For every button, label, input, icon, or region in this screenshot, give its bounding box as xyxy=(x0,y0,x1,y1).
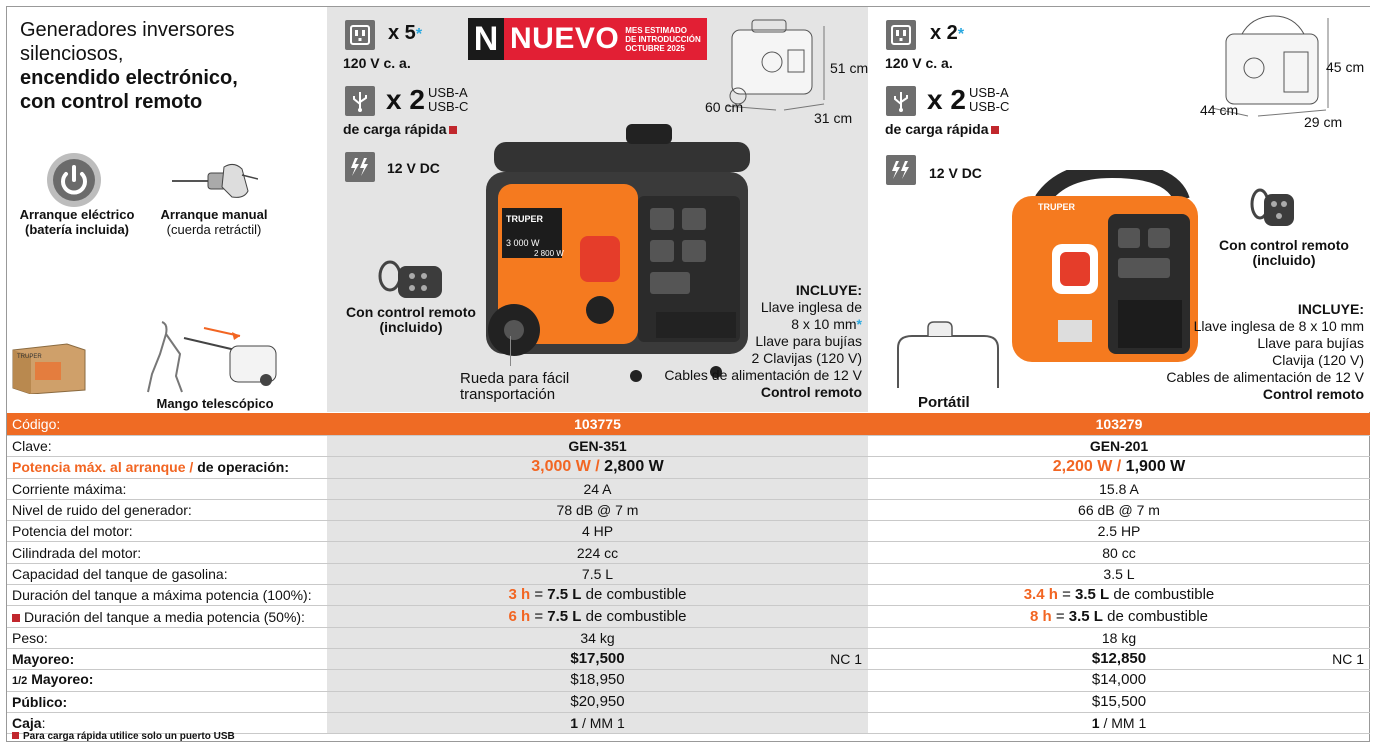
title-line-1: Generadores inversores silenciosos, xyxy=(20,19,235,65)
p2-full-liters: 3.5 L xyxy=(1075,586,1110,604)
p1-usb-a: USB-A xyxy=(427,85,468,100)
p2-codigo: 103279 xyxy=(868,413,1370,436)
generator-2-brand: TRUPER xyxy=(1038,202,1076,212)
footnote-text: Para carga rápida utilice solo un puerto USB xyxy=(23,731,235,742)
p2-value: 15.8 A xyxy=(868,478,1370,499)
row-label: Potencia del motor: xyxy=(7,521,327,542)
row-label: Cilindrada del motor: xyxy=(7,542,327,563)
p2-half-duration xyxy=(868,606,1370,627)
fast-charge-marker xyxy=(449,126,457,134)
p2-includes xyxy=(1104,301,1364,403)
footnote-marker xyxy=(12,732,19,739)
p1-includes-item-size-text: 8 x 10 mm xyxy=(791,316,857,332)
p1-includes-item: 2 Clavijas (120 V) xyxy=(751,350,862,366)
outlet-icon xyxy=(345,20,375,50)
p2-half-hours: 8 h xyxy=(1029,607,1052,625)
row-label: Nivel de ruido del generador: xyxy=(7,499,327,520)
p1-nc: NC 1 xyxy=(830,650,862,667)
footnote xyxy=(12,731,235,742)
p1-outlet-count-value: x 5 xyxy=(388,22,416,44)
p1-value: 78 dB @ 7 m xyxy=(327,499,868,520)
p1-codigo: 103775 xyxy=(327,413,868,436)
p1-remote-line-1: Con control remoto xyxy=(346,304,476,320)
p2-dc-label: 12 V DC xyxy=(929,165,982,181)
p1-usb-count xyxy=(386,84,468,116)
new-badge-note-2: DE INTRODUCCIÓN xyxy=(625,34,701,44)
p2-full-duration xyxy=(868,585,1370,606)
p1-mayoreo xyxy=(327,648,868,669)
p1-full-hours: 3 h xyxy=(508,586,531,604)
half-mayoreo-prefix: 1/2 xyxy=(12,675,28,688)
new-badge-note-1: MES ESTIMADO xyxy=(625,25,687,35)
usb-icon xyxy=(345,86,375,116)
p2-half-mayoreo: $14,000 xyxy=(868,670,1370,691)
p1-publico: $20,950 xyxy=(327,691,868,712)
p1-dim-width: 60 cm xyxy=(705,99,744,115)
equals-sign: = xyxy=(534,586,544,604)
p1-includes-item: Llave para bujías xyxy=(755,333,862,349)
p2-clave: GEN-201 xyxy=(868,436,1370,457)
p1-full-liters: 7.5 L xyxy=(547,586,582,604)
p1-includes-item: Llave inglesa de xyxy=(760,299,862,315)
product-box-icon xyxy=(11,338,87,399)
equals-sign: = xyxy=(1062,586,1071,604)
remote-control-1-icon xyxy=(376,260,446,309)
p2-half-liters: 3.5 L xyxy=(1068,607,1103,625)
p1-power xyxy=(327,457,868,478)
generator-1-rating: 3 000 W xyxy=(506,238,540,248)
usb-icon xyxy=(886,86,916,116)
p2-value: 80 cc xyxy=(868,542,1370,563)
p1-remote-label xyxy=(336,305,486,335)
p1-half-liters: 7.5 L xyxy=(547,607,582,625)
p1-usb-label xyxy=(343,121,457,137)
p2-dim-height: 45 cm xyxy=(1326,59,1365,75)
p1-half-mayoreo: $18,950 xyxy=(327,670,868,691)
new-badge-word: NUEVO xyxy=(510,22,620,55)
table-row xyxy=(7,627,1370,648)
p2-usb-label-text: de carga rápida xyxy=(885,121,989,137)
fuel-suffix: de combustible xyxy=(585,586,687,604)
table-row xyxy=(7,457,1370,478)
p2-usb-a: USB-A xyxy=(968,85,1009,100)
p1-usb-count-value: x 2 xyxy=(386,84,425,115)
equals-sign: = xyxy=(534,607,544,625)
generator-1-brand: TRUPER xyxy=(506,214,544,224)
row-label: Peso: xyxy=(7,627,327,648)
row-label-mayoreo: Mayoreo: xyxy=(7,648,327,669)
table-row xyxy=(7,670,1370,691)
p1-power-start: 3,000 W / xyxy=(531,458,600,476)
p1-caja-value: / MM 1 xyxy=(581,715,625,731)
p2-power-start: 2,200 W / xyxy=(1052,458,1122,476)
p2-dim-depth: 29 cm xyxy=(1304,114,1343,130)
p1-value: 224 cc xyxy=(327,542,868,563)
row-label: Corriente máxima: xyxy=(7,478,327,499)
row-label-publico: Público: xyxy=(7,691,327,712)
p2-includes-title: INCLUYE: xyxy=(1297,301,1364,317)
p2-caja-num: 1 xyxy=(1091,715,1100,731)
electric-start-label xyxy=(18,207,136,237)
p2-value: 3.5 L xyxy=(868,563,1370,584)
remote-control-2-icon xyxy=(1248,186,1298,239)
p1-includes-item-size xyxy=(602,316,862,333)
p1-clave: GEN-351 xyxy=(327,436,868,457)
p2-usb-label xyxy=(885,121,999,137)
svg-text:TRUPER: TRUPER xyxy=(17,354,42,360)
p2-value: 2.5 HP xyxy=(868,521,1370,542)
table-row xyxy=(7,436,1370,457)
table-row xyxy=(7,648,1370,669)
row-label: Clave: xyxy=(7,436,327,457)
fuel-suffix: de combustible xyxy=(1107,607,1209,625)
p1-value: 4 HP xyxy=(327,521,868,542)
p1-includes-item: Cables de alimentación de 12 V xyxy=(664,367,862,383)
fast-charge-marker xyxy=(991,126,999,134)
table-header-row xyxy=(7,413,1370,436)
p1-includes xyxy=(602,282,862,401)
new-badge-letter: N xyxy=(468,18,504,60)
equals-sign: = xyxy=(1055,607,1065,625)
title-line-3: con control remoto xyxy=(20,91,203,113)
telescopic-handle-icon xyxy=(144,318,284,399)
p1-dim-depth: 31 cm xyxy=(814,110,853,126)
p2-caja-value: / MM 1 xyxy=(1103,715,1147,731)
p2-outlet-star: * xyxy=(957,26,965,43)
p2-includes-item: Llave para bujías xyxy=(1257,335,1364,351)
half-mayoreo-label: Mayoreo: xyxy=(31,671,94,688)
row-label: Capacidad del tanque de gasolina: xyxy=(7,563,327,584)
p2-remote-line-1: Con control remoto xyxy=(1219,237,1349,253)
p1-remote-line-2: (incluido) xyxy=(379,319,443,335)
p2-outlet-count xyxy=(930,22,964,45)
table-row xyxy=(7,606,1370,627)
p2-mayoreo-price: $12,850 xyxy=(1091,650,1147,668)
new-badge xyxy=(468,18,707,60)
p1-outlet-label: 120 V c. a. xyxy=(343,55,411,71)
dc-power-icon xyxy=(886,155,916,185)
p2-outlet-count-value: x 2 xyxy=(930,22,958,44)
manual-start-line-2: (cuerda retráctil) xyxy=(166,222,262,237)
fuel-suffix: de combustible xyxy=(1113,586,1215,604)
p1-caja-num: 1 xyxy=(570,715,579,731)
p1-value: 34 kg xyxy=(327,627,868,648)
dc-power-icon xyxy=(345,152,375,182)
p1-includes-star: * xyxy=(856,316,862,332)
half-power-marker xyxy=(12,614,20,622)
p1-includes-title: INCLUYE: xyxy=(795,282,862,298)
p1-includes-last: Control remoto xyxy=(760,384,862,400)
p2-value: 18 kg xyxy=(868,627,1370,648)
new-badge-box xyxy=(504,18,707,60)
p2-caja xyxy=(868,712,1370,733)
manual-start-line-1: Arranque manual xyxy=(160,207,268,222)
table-row xyxy=(7,478,1370,499)
portable-handle-icon xyxy=(888,320,1008,395)
p2-dim-width: 44 cm xyxy=(1200,102,1239,118)
manual-start-label xyxy=(152,207,276,237)
electric-start-line-2: (batería incluida) xyxy=(24,222,130,237)
p2-includes-item: Llave inglesa de 8 x 10 mm xyxy=(1193,318,1364,334)
wheel-callout-line xyxy=(510,336,511,366)
p2-outlet-label: 120 V c. a. xyxy=(885,55,953,71)
p1-dim-height: 51 cm xyxy=(830,60,869,76)
p2-mayoreo xyxy=(868,648,1370,669)
p1-half-hours: 6 h xyxy=(508,607,531,625)
p1-usb-c: USB-C xyxy=(427,99,469,114)
table-row xyxy=(7,499,1370,520)
p1-mayoreo-price: $17,500 xyxy=(570,650,625,668)
p2-includes-item: Cables de alimentación de 12 V xyxy=(1166,369,1364,385)
p1-outlet-count xyxy=(388,22,422,45)
table-row xyxy=(7,691,1370,712)
p1-wheel-line-1: Rueda para fácil xyxy=(460,370,570,387)
electric-start-line-1: Arranque eléctrico xyxy=(19,207,135,222)
p2-remote-line-2: (incluido) xyxy=(1252,252,1316,268)
power-button-icon xyxy=(46,152,102,213)
p2-usb-count xyxy=(927,84,1009,116)
p2-publico: $15,500 xyxy=(868,691,1370,712)
p2-power xyxy=(868,457,1370,478)
p2-full-hours: 3.4 h xyxy=(1023,586,1058,604)
p2-remote-label xyxy=(1212,238,1356,268)
pull-cord-icon xyxy=(168,155,258,208)
p1-value: 24 A xyxy=(327,478,868,499)
row-label-half-mayoreo xyxy=(7,670,327,691)
table-row xyxy=(7,585,1370,606)
table-row xyxy=(7,563,1370,584)
generator-1-rating-2: 2 800 W xyxy=(534,249,564,258)
page-title xyxy=(20,18,320,114)
new-badge-note-3: OCTUBRE 2025 xyxy=(625,43,685,53)
p1-full-duration xyxy=(327,585,868,606)
p1-caja xyxy=(327,712,868,733)
p2-value: 66 dB @ 7 m xyxy=(868,499,1370,520)
p1-dc-label: 12 V DC xyxy=(387,160,440,176)
p1-wheel-label xyxy=(460,371,569,403)
telescopic-handle-label: Mango telescópico xyxy=(156,396,274,411)
caja-colon: : xyxy=(41,715,46,731)
fuel-suffix: de combustible xyxy=(585,607,687,625)
table-row xyxy=(7,542,1370,563)
power-label-b: de operación: xyxy=(197,459,289,476)
p1-value: 7.5 L xyxy=(327,563,868,584)
p2-usb-count-value: x 2 xyxy=(927,84,966,115)
power-label-a: Potencia máx. al arranque / xyxy=(12,459,194,476)
row-label-codigo: Código: xyxy=(7,413,327,436)
new-badge-note xyxy=(625,26,701,53)
table-row xyxy=(7,521,1370,542)
p1-power-op: 2,800 W xyxy=(604,458,664,476)
outlet-icon xyxy=(886,20,916,50)
caja-label: Caja xyxy=(12,715,42,731)
p2-nc: NC 1 xyxy=(1332,650,1364,667)
row-label-full-power: Duración del tanque a máxima potencia (100%): xyxy=(7,585,327,606)
row-label-half-power xyxy=(7,606,327,627)
p2-includes-item: Clavija (120 V) xyxy=(1272,352,1364,368)
p1-outlet-star: * xyxy=(415,26,423,43)
half-power-label: Duración del tanque a media potencia (50%): xyxy=(24,608,305,625)
p2-usb-c: USB-C xyxy=(968,99,1010,114)
row-label-power xyxy=(7,457,327,478)
title-line-2: encendido electrónico, xyxy=(20,67,238,89)
specs-table xyxy=(7,413,1370,734)
p1-half-duration xyxy=(327,606,868,627)
p2-portable-label: Portátil xyxy=(918,394,970,411)
p1-wheel-line-2: transportación xyxy=(460,386,556,403)
p2-power-op: 1,900 W xyxy=(1125,458,1186,476)
p2-includes-last: Control remoto xyxy=(1262,386,1364,402)
p1-usb-label-text: de carga rápida xyxy=(343,121,447,137)
